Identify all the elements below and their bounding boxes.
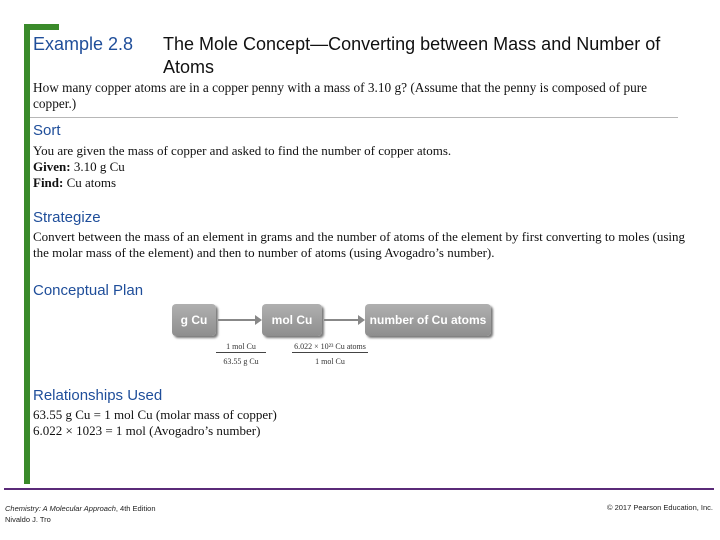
factor-1-numerator: 1 mol Cu (216, 342, 266, 353)
conversion-factor-1 (216, 342, 266, 366)
relationship-line-2: 6.022 × 1023 = 1 mol (Avogadro’s number) (33, 423, 261, 438)
conversion-factor-2 (292, 342, 368, 366)
sort-text: You are given the mass of copper and asked to find the number of copper atoms. (33, 143, 452, 158)
footer-citation (5, 503, 155, 525)
find-label: Find: (33, 175, 64, 190)
given-label: Given: (33, 159, 71, 174)
book-edition: , 4th Edition (115, 504, 156, 513)
plan-arrow-1 (218, 319, 256, 321)
conceptual-plan-diagram (172, 304, 502, 374)
relationships-heading: Relationships Used (33, 387, 163, 404)
book-author: Nivaldo J. Tro (5, 515, 51, 524)
find-line (33, 175, 703, 191)
divider (30, 117, 678, 118)
find-value: Cu atoms (66, 175, 117, 190)
plan-box-atoms: number of Cu atoms (365, 304, 491, 336)
relationships-body (33, 407, 703, 439)
plan-box-grams: g Cu (172, 304, 216, 336)
frame-left-accent (24, 24, 30, 484)
plan-box-moles: mol Cu (262, 304, 322, 336)
factor-1-denominator: 63.55 g Cu (223, 357, 259, 366)
factor-2-denominator: 1 mol Cu (315, 357, 345, 366)
relationship-line-1: 63.55 g Cu = 1 mol Cu (molar mass of copper) (33, 407, 277, 422)
given-line (33, 159, 703, 175)
copyright-notice: © 2017 Pearson Education, Inc. (606, 503, 713, 512)
strategize-heading: Strategize (33, 209, 101, 226)
question-text: How many copper atoms are in a copper penny with a mass of 3.10 g? (Assume that the penny is composed of pure copper.) (33, 80, 648, 111)
strategize-text: Convert between the mass of an element in grams and the number of atoms of the element by first converting to moles (using the molar mass of the element) and then to number of atoms (using Avogadro’s number). (33, 229, 685, 260)
conceptual-plan-heading: Conceptual Plan (33, 282, 144, 299)
example-number: Example 2.8 (33, 34, 134, 54)
factor-2-numerator: 6.022 × 10²³ Cu atoms (292, 342, 368, 353)
book-title: Chemistry: A Molecular Approach (5, 504, 116, 513)
plan-arrow-2 (324, 319, 359, 321)
sort-body (33, 143, 703, 191)
example-title-text: The Mole Concept—Converting between Mass and Number of Atoms (163, 34, 661, 77)
sort-heading: Sort (33, 122, 61, 139)
given-value: 3.10 g Cu (73, 159, 125, 174)
footer-separator (4, 488, 714, 490)
